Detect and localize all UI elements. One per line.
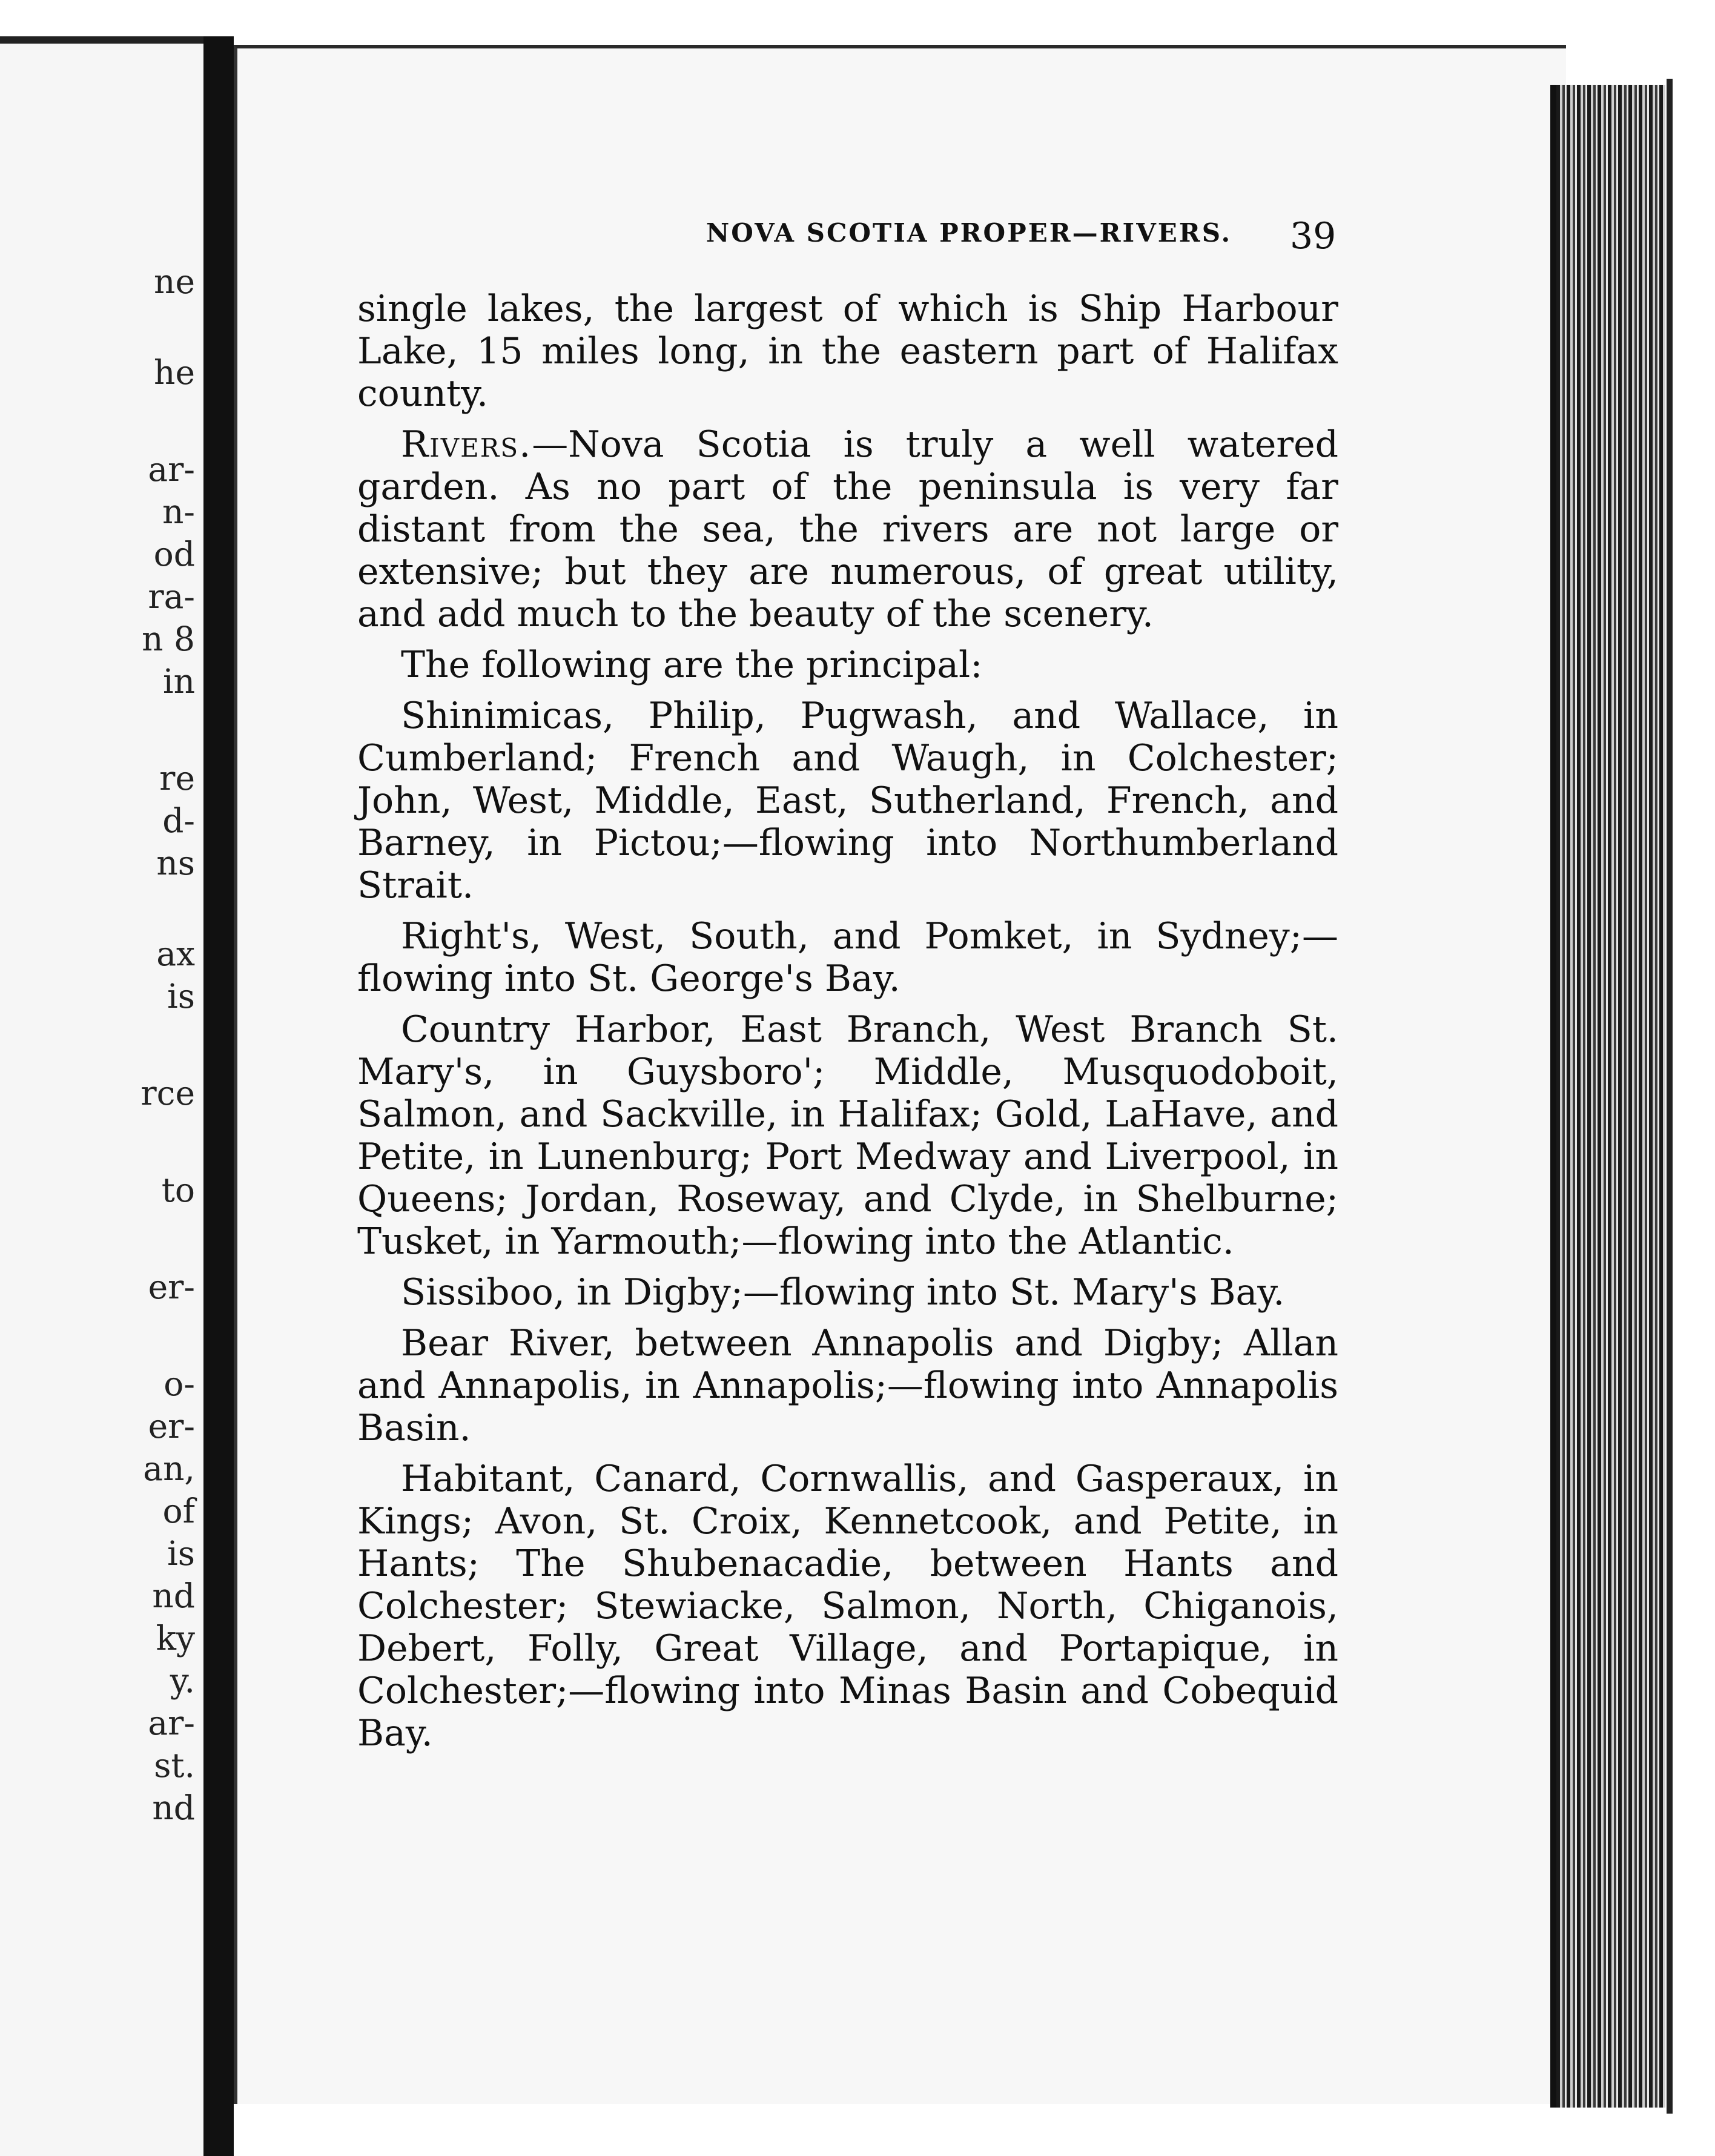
paragraph: Bear River, between Annapolis and Digby; Allan and Annapolis, in Annapolis;—flowing into Annapolis Basin. <box>357 1322 1338 1449</box>
paragraph: The following are the principal: <box>401 644 983 686</box>
left-page-text-fragment: ns <box>156 844 195 882</box>
left-page-text-fragment: ar- <box>148 1704 195 1742</box>
left-page-top-edge <box>0 36 203 44</box>
left-page-text-fragment: od <box>153 535 195 574</box>
paragraph-text: —Nova Scotia is truly a well watered garden. As no part of the peninsula is very far distant from the sea, the rivers are not large or extensive; but they are numerous, of great utility, and add much to the beauty of the scenery. <box>357 423 1338 635</box>
page-edges <box>1550 85 1665 2108</box>
running-head: NOVA SCOTIA PROPER—RIVERS. <box>705 218 1232 248</box>
page-number: 39 <box>1290 215 1337 257</box>
left-page-text-fragment: ra- <box>148 577 195 616</box>
paragraph: Sissiboo, in Digby;—flowing into St. Mary's Bay. <box>401 1271 1285 1314</box>
paragraph: Right's, West, South, and Pomket, in Sydney;—flowing into St. George's Bay. <box>357 915 1338 1000</box>
paragraph-rivers <box>357 423 1338 635</box>
paragraph: Country Harbor, East Branch, West Branch St. Mary's, in Guysboro'; Middle, Musquodoboit, Salmon, and Sackville, in Halifax; Gold, LaHave, and Petite, in Lunenburg; Port Medway and Liverpool, in Queens; Jordan, Roseway, and Clyde, in Shelburne; Tusket, in Yarmouth;—flowing into the Atlantic. <box>357 1008 1338 1263</box>
left-page-text-fragment: nd <box>152 1576 195 1615</box>
left-page-text-fragment: he <box>154 353 195 392</box>
left-page-text-fragment: ky <box>156 1619 195 1658</box>
left-page-text-fragment: to <box>161 1171 195 1209</box>
left-page-text-fragment: d- <box>162 801 195 840</box>
left-page-text-fragment: n- <box>162 492 195 531</box>
left-page-text-fragment: ne <box>154 262 195 301</box>
paragraph: single lakes, the largest of which is Ship Harbour Lake, 15 miles long, in the eastern part of Halifax county. <box>357 288 1338 415</box>
left-page-text-fragment: y. <box>170 1661 195 1700</box>
left-page-text-fragment: an, <box>143 1449 195 1488</box>
left-page-text-fragment: o- <box>164 1364 195 1403</box>
body-text <box>357 288 1338 1763</box>
left-page-text-fragment: st. <box>154 1746 195 1785</box>
left-facing-page <box>0 36 212 2156</box>
left-page-text-fragment: n 8 <box>142 620 195 658</box>
left-page-text-fragment: of <box>162 1492 195 1530</box>
paragraph: Habitant, Canard, Cornwallis, and Gasperaux, in Kings; Avon, St. Croix, Kennetcook, and Petite, in Hants; The Shubenacadie, between Hants and Colchester; Stewiacke, Salmon, North, Chiganois, Debert, Folly, Great Village, and Portapique, in Colchester;—flowing into Minas Basin and Cobequid Bay. <box>357 1458 1338 1754</box>
left-page-text-fragment: er- <box>148 1268 195 1306</box>
section-label: Rivers. <box>401 423 532 466</box>
left-page-text-fragment: ar- <box>148 450 195 489</box>
right-border <box>1667 79 1673 2114</box>
left-page-text-fragment: ax <box>156 934 195 973</box>
left-page-text-fragment: re <box>159 759 195 798</box>
paragraph: Shinimicas, Philip, Pugwash, and Wallace, in Cumberland; French and Waugh, in Colchester; John, West, Middle, East, Sutherland, French, and Barney, in Pictou;—flowing into Northumberland Strait. <box>357 695 1338 907</box>
book-gutter <box>212 36 234 2156</box>
left-page-text-fragment: is <box>167 977 195 1016</box>
left-page-text-fragment: er- <box>148 1407 195 1446</box>
left-page-text-fragment: nd <box>152 1788 195 1827</box>
left-page-text-fragment: is <box>167 1534 195 1573</box>
left-page-text-fragment: rce <box>140 1074 195 1113</box>
left-page-text-fragment: in <box>162 662 195 701</box>
